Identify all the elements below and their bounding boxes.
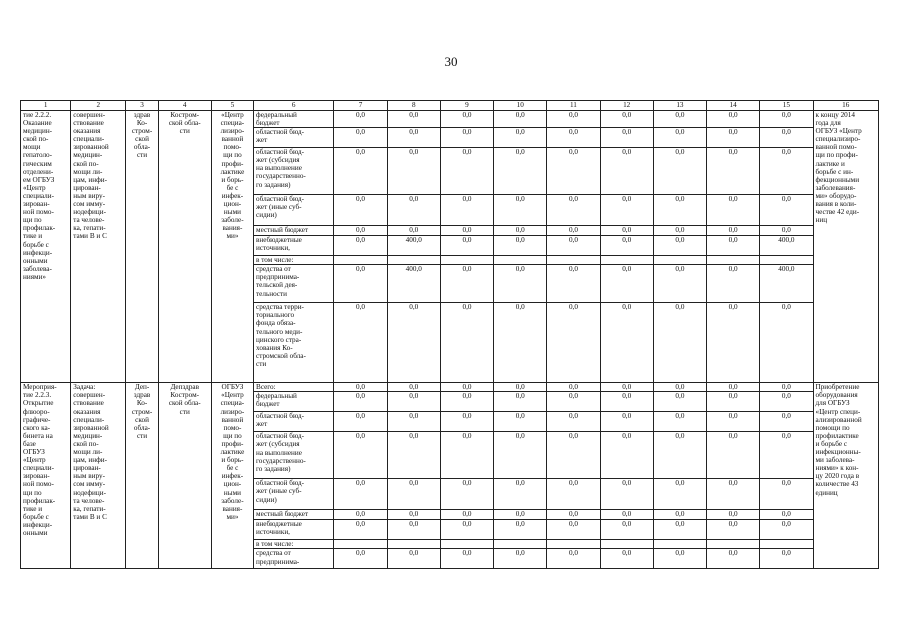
funding-source: местный бюджет [254,510,334,520]
executor: Деп- здрав Ко- стром- ской обла- сти [126,383,158,569]
amount-cell: 0,0 [600,383,653,392]
amount-cell: 0,0 [440,549,493,569]
activity-name: тие 2.2.2. Оказание медицин- ской по- мощи гепатоло- гическим отделени- ем ОГБУЗ «Центр специали- зирован- ной помо- щи по профилак- тике и борьбе с инфекци- онными заболева- ниями» [21,111,71,383]
participant: ОГБУЗ «Центр специа- лизиро- ванной помо- щи по профи- лактике и борь- бе с инфек- цион- ными заболе- вания- ми» [211,383,253,569]
amount-cell: 0,0 [707,226,760,236]
amount-cell: 0,0 [547,265,600,303]
amount-cell: 0,0 [707,412,760,432]
expected-result: Приобретение оборудования для ОГБУЗ «Центр специ- ализированной помощи по профилактике и борьбе с инфекционны- ми заболева- ниями» к кон- цу 2020 года в количестве 43 единиц [813,383,879,569]
amount-cell: 0,0 [547,111,600,128]
amount-cell: 0,0 [653,392,706,412]
coordinator: Костром- ской обла- сти [158,111,211,383]
amount-cell: 0,0 [707,392,760,412]
amount-cell: 0,0 [494,128,547,148]
amount-cell: 0,0 [494,111,547,128]
amount-cell: 0,0 [760,383,813,392]
amount-cell: 0,0 [707,195,760,226]
amount-cell: 0,0 [600,549,653,569]
amount-cell: 0,0 [760,549,813,569]
column-header-9: 9 [440,101,493,111]
budget-table-body [21,101,879,569]
amount-cell: 0,0 [440,226,493,236]
page-number: 30 [444,54,458,69]
column-header-15: 15 [760,101,813,111]
amount-cell: 0,0 [760,128,813,148]
amount-cell: 0,0 [494,479,547,510]
column-header-6: 6 [254,101,334,111]
amount-cell: 0,0 [547,412,600,432]
amount-cell: 0,0 [440,128,493,148]
amount-cell: 0,0 [760,432,813,479]
amount-cell: 0,0 [707,479,760,510]
column-header-16: 16 [813,101,879,111]
amount-cell: 0,0 [547,383,600,392]
funding-source: федеральный бюджет [254,111,334,128]
amount-cell: 0,0 [760,510,813,520]
amount-cell: 0,0 [600,392,653,412]
table-row [21,111,879,128]
table-header-row [21,101,879,111]
funding-source: в том числе: [254,256,334,265]
column-header-11: 11 [547,101,600,111]
amount-cell: 0,0 [387,549,440,569]
amount-cell: 0,0 [600,432,653,479]
amount-cell: 0,0 [707,383,760,392]
amount-cell: 0,0 [653,128,706,148]
amount-cell: 0,0 [334,479,387,510]
amount-cell: 0,0 [494,236,547,256]
executor: здрав Ко- стром- ской обла- сти [126,111,158,383]
column-header-2: 2 [71,101,126,111]
amount-cell: 0,0 [600,148,653,195]
amount-cell: 0,0 [760,148,813,195]
amount-cell [653,540,706,549]
amount-cell: 0,0 [653,479,706,510]
amount-cell: 0,0 [547,392,600,412]
amount-cell [440,540,493,549]
amount-cell: 0,0 [440,265,493,303]
amount-cell [440,256,493,265]
amount-cell: 0,0 [653,412,706,432]
amount-cell: 0,0 [600,510,653,520]
amount-cell: 0,0 [547,195,600,226]
amount-cell: 0,0 [494,392,547,412]
amount-cell: 0,0 [547,520,600,540]
amount-cell [494,256,547,265]
funding-source: Всего: [254,383,334,392]
amount-cell: 0,0 [707,510,760,520]
amount-cell: 0,0 [440,432,493,479]
amount-cell: 0,0 [653,236,706,256]
coordinator: Депздрав Костром- ской обла- сти [158,383,211,569]
amount-cell: 0,0 [760,226,813,236]
amount-cell [494,540,547,549]
amount-cell: 400,0 [760,236,813,256]
amount-cell: 0,0 [547,303,600,383]
amount-cell: 0,0 [334,520,387,540]
amount-cell: 0,0 [334,128,387,148]
amount-cell: 0,0 [600,195,653,226]
amount-cell: 0,0 [440,479,493,510]
amount-cell: 0,0 [494,549,547,569]
activity-name: Мероприя- тие 2.2.3. Открытие флюоро- графиче- ского ка- бинета на базе ОГБУЗ «Центр специали- зирован- ной помо- щи по профилак- тике и борьбе с инфекци- онными [21,383,71,569]
amount-cell [547,256,600,265]
funding-source: областной бюд- жет (иные суб- сидии) [254,479,334,510]
amount-cell [707,256,760,265]
amount-cell: 0,0 [494,265,547,303]
funding-source: внебюджетные источники, [254,236,334,256]
amount-cell: 0,0 [707,111,760,128]
amount-cell: 0,0 [334,226,387,236]
amount-cell: 0,0 [334,195,387,226]
amount-cell: 0,0 [494,226,547,236]
amount-cell [334,256,387,265]
funding-source: средства терри- ториального фонда обяза- тельного меди- цинского стра- хования Ко- стромской обла- сти [254,303,334,383]
amount-cell: 0,0 [440,392,493,412]
amount-cell: 0,0 [653,549,706,569]
amount-cell: 0,0 [600,128,653,148]
amount-cell: 0,0 [494,383,547,392]
amount-cell: 0,0 [334,412,387,432]
amount-cell: 0,0 [387,392,440,412]
amount-cell: 0,0 [494,195,547,226]
amount-cell: 0,0 [547,236,600,256]
amount-cell: 0,0 [387,226,440,236]
amount-cell: 0,0 [494,303,547,383]
amount-cell: 0,0 [387,510,440,520]
amount-cell: 0,0 [440,195,493,226]
amount-cell: 0,0 [334,510,387,520]
amount-cell: 0,0 [440,236,493,256]
column-header-4: 4 [158,101,211,111]
amount-cell: 0,0 [387,412,440,432]
amount-cell: 0,0 [440,111,493,128]
amount-cell [387,540,440,549]
amount-cell: 0,0 [334,383,387,392]
funding-source: в том числе: [254,540,334,549]
column-header-7: 7 [334,101,387,111]
table-row [21,383,879,392]
amount-cell: 0,0 [653,195,706,226]
amount-cell: 0,0 [387,520,440,540]
amount-cell: 0,0 [440,520,493,540]
amount-cell: 0,0 [334,111,387,128]
amount-cell: 0,0 [653,303,706,383]
amount-cell [600,256,653,265]
amount-cell: 0,0 [760,195,813,226]
funding-source: областной бюд- жет (субсидия на выполнение государственно- го задания) [254,432,334,479]
amount-cell: 0,0 [653,265,706,303]
funding-source: федеральный бюджет [254,392,334,412]
amount-cell: 0,0 [334,392,387,412]
column-header-5: 5 [211,101,253,111]
amount-cell: 0,0 [494,148,547,195]
amount-cell: 0,0 [547,148,600,195]
amount-cell: 0,0 [653,383,706,392]
funding-source: средства от предпринима- тельской дея- тельности [254,265,334,303]
amount-cell: 0,0 [547,432,600,479]
amount-cell: 0,0 [760,392,813,412]
amount-cell: 0,0 [494,510,547,520]
amount-cell: 0,0 [653,520,706,540]
column-header-14: 14 [707,101,760,111]
task-description: совершен- ствование оказания специали- зированной медицин- ской по- мощи ли- цам, инфи- цирован- ным виру- сом имму- нодефици- та челове- ка, гепати- тами В и С [71,111,126,383]
funding-source: областной бюд- жет [254,412,334,432]
amount-cell [707,540,760,549]
budget-table [20,100,879,569]
amount-cell: 400,0 [387,236,440,256]
amount-cell: 0,0 [707,549,760,569]
amount-cell: 0,0 [600,111,653,128]
amount-cell: 0,0 [387,195,440,226]
amount-cell: 400,0 [760,265,813,303]
amount-cell: 0,0 [707,128,760,148]
amount-cell: 0,0 [653,148,706,195]
amount-cell: 0,0 [387,479,440,510]
amount-cell: 0,0 [600,479,653,510]
amount-cell [387,256,440,265]
amount-cell: 0,0 [334,303,387,383]
amount-cell: 0,0 [494,432,547,479]
amount-cell [760,540,813,549]
column-header-3: 3 [126,101,158,111]
column-header-12: 12 [600,101,653,111]
amount-cell: 0,0 [653,510,706,520]
amount-cell: 0,0 [387,111,440,128]
amount-cell: 0,0 [600,303,653,383]
expected-result: к концу 2014 года для ОГБУЗ «Центр специализиро- ванной помо- щи по профи- лактике и борьбе с ин- фекционными заболевания- ми» оборудо- вания в коли- честве 42 еди- ниц [813,111,879,383]
amount-cell: 0,0 [707,148,760,195]
amount-cell: 0,0 [387,432,440,479]
amount-cell: 0,0 [653,226,706,236]
amount-cell: 0,0 [440,510,493,520]
amount-cell [334,540,387,549]
amount-cell: 0,0 [387,128,440,148]
amount-cell: 0,0 [547,226,600,236]
amount-cell: 0,0 [600,236,653,256]
amount-cell: 0,0 [707,432,760,479]
column-header-1: 1 [21,101,71,111]
amount-cell: 0,0 [653,432,706,479]
amount-cell: 0,0 [760,520,813,540]
amount-cell: 0,0 [440,383,493,392]
column-header-8: 8 [387,101,440,111]
amount-cell: 0,0 [547,128,600,148]
amount-cell: 0,0 [334,236,387,256]
amount-cell: 0,0 [707,265,760,303]
amount-cell: 0,0 [387,383,440,392]
funding-source: областной бюд- жет (субсидия на выполнение государственно- го задания) [254,148,334,195]
amount-cell: 0,0 [494,412,547,432]
amount-cell: 0,0 [600,226,653,236]
amount-cell [653,256,706,265]
amount-cell [600,540,653,549]
amount-cell: 0,0 [547,549,600,569]
amount-cell: 0,0 [387,303,440,383]
amount-cell: 0,0 [547,479,600,510]
funding-source: внебюджетные источники, [254,520,334,540]
task-description: Задача: совершен- ствование оказания специали- зированной медицин- ской по- мощи ли- цам, инфи- цирован- ным виру- сом имму- нодефици- та челове- ка, гепати- тами В и С [71,383,126,569]
amount-cell: 0,0 [653,111,706,128]
amount-cell [760,256,813,265]
amount-cell: 0,0 [440,148,493,195]
amount-cell: 0,0 [334,148,387,195]
amount-cell: 0,0 [334,549,387,569]
amount-cell: 0,0 [707,520,760,540]
funding-source: местный бюджет [254,226,334,236]
amount-cell: 0,0 [707,236,760,256]
amount-cell: 0,0 [760,303,813,383]
amount-cell: 0,0 [600,520,653,540]
amount-cell: 0,0 [707,303,760,383]
funding-source: областной бюд- жет [254,128,334,148]
amount-cell: 0,0 [334,432,387,479]
amount-cell: 0,0 [600,265,653,303]
amount-cell: 0,0 [387,148,440,195]
funding-source: средства от предпринима- [254,549,334,569]
amount-cell: 0,0 [440,303,493,383]
amount-cell: 0,0 [494,520,547,540]
amount-cell: 0,0 [334,265,387,303]
amount-cell: 0,0 [760,479,813,510]
amount-cell [547,540,600,549]
column-header-10: 10 [494,101,547,111]
amount-cell: 0,0 [760,412,813,432]
amount-cell: 0,0 [440,412,493,432]
funding-source: областной бюд- жет (иные суб- сидии) [254,195,334,226]
participant: «Центр специа- лизиро- ванной помо- щи по профи- лактике и борь- бе с инфек- цион- ными заболе- вания- ми» [211,111,253,383]
amount-cell: 400,0 [387,265,440,303]
amount-cell: 0,0 [547,510,600,520]
amount-cell: 0,0 [760,111,813,128]
amount-cell: 0,0 [600,412,653,432]
column-header-13: 13 [653,101,706,111]
